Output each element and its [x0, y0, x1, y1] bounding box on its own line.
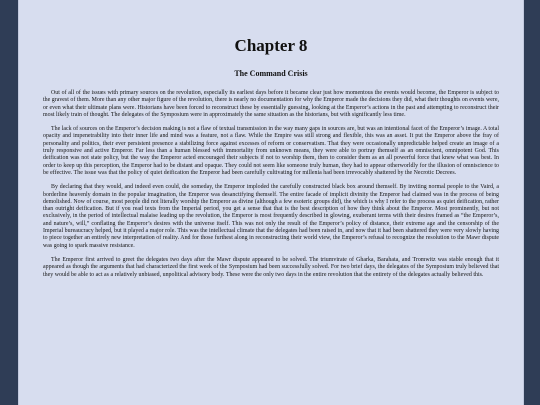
- page-content: [43, 36, 499, 286]
- paragraph-3: By declaring that they would, and indeed even could, die someday, the Emperor imploded the carefully constructed black box around themself. By inviting normal people to the Vaird, a borderline heavenly domain in the popular imagination, the Emperor was desanctifying themself. The entire facade of implicit divinity the Emperor had claimed was in the process of being demolished. Now of course, most people did not literally worship the Emperor as divine (although a few esoteric groups did), the which is why I refer to the process as quiet deification, rather than outright deification. But if you read texts from the Imperial period, you get a sense that that is the best description of how they think about the Emperor. Most prominently, but not exclusively, in the period of intellectual malaise leading up the revolution, the Emperor is most frequently described in glowing, exuberant terms with their desires framed as “the Emperor’s, and nature’s, will,” conflating the Emperor’s desires with the universe itself. This was not only the result of the Emperor’s policy of distance, their extreme age and the censorship of the Imperial bureaucracy helped, but it played a major role. This was the intellectual climate that the delegates had been raised in, and now that it had been shattered they were very slowly having to piece together an entirely new interpretation of reality. And for those furthest along in reconstructing their world view, the Emperor’s refusal to recognize the resolution to the Mawr dispute was going to spark massive resistance.: [43, 184, 499, 249]
- chapter-title: Chapter 8: [234, 36, 308, 55]
- document-page: [18, 0, 524, 405]
- section-title: The Command Crisis: [234, 69, 308, 78]
- paragraph-2: The lack of sources on the Emperor’s decision making is not a flaw of textual transmission in the way many gaps in sources are, but was an intentional facet of the Emperor’s image. A total opacity and impenetrability into their inner life and mind was a feature, not a flaw. While the Empire was still strong and flexible, this was an asset. It put the Emperor above the fray of personality and politics, their ever persistent presence a stabilizing force against excesses of reform or conservatism. That they were occasionally unpredictable helped create an image of a truly responsive and active Emperor. Far less than a human blessed with immortality from unknown means, they were able to portray themself as an omniscient, omnipotent God. This deification was not state policy, but the way the Emperor acted encouraged their subjects if not to worship them, then to consider them as an all powerful force that knew what was best. In order to keep up this perception, the Emperor had to be distant and opaque. They could not seem like someone truly human, they had to appear otherworldly for the illusion of omniscience to be effective. The issue was that the policy of quiet deification the Emperor had been carefully cultivating for millenia had been irrevocably shattered by the Necrotic Decrees.: [43, 126, 499, 176]
- paragraph-4: The Emperor first arrived to greet the delegates two days after the Mawr dispute appeared to be solved. The triumvirate of Gharka, Barahata, and Tromwitz was stable enough that it appeared as though the arguments that had characterized the first week of the Symposium had been successfully solved. For two brief days, the delegates of the Symposium truly believed that they would be able to act as a relatively unbiased, unpolitical advisory body. These were the only two days in the entire revolution that the entirety of the delegates actually believed this.: [43, 256, 499, 278]
- paragraph-1: Out of all of the issues with primary sources on the revolution, especially its earliest days before it became clear just how momentous the events would become, the Emperor is subject to the gravest of them. More than any other major figure of the revolution, there is nearly no documentation for why the Emperor made the decisions they did, what their thoughts on events were, or even what their ultimate plans were. Historians have been forced to reconstruct these by essentially guessing, looking at the Emperor’s actions in the past and attempting to reconstruct their most likely train of thought. The delegates of the Symposium were in approximately the same situation as the historians, but with significantly less time.: [43, 90, 499, 118]
